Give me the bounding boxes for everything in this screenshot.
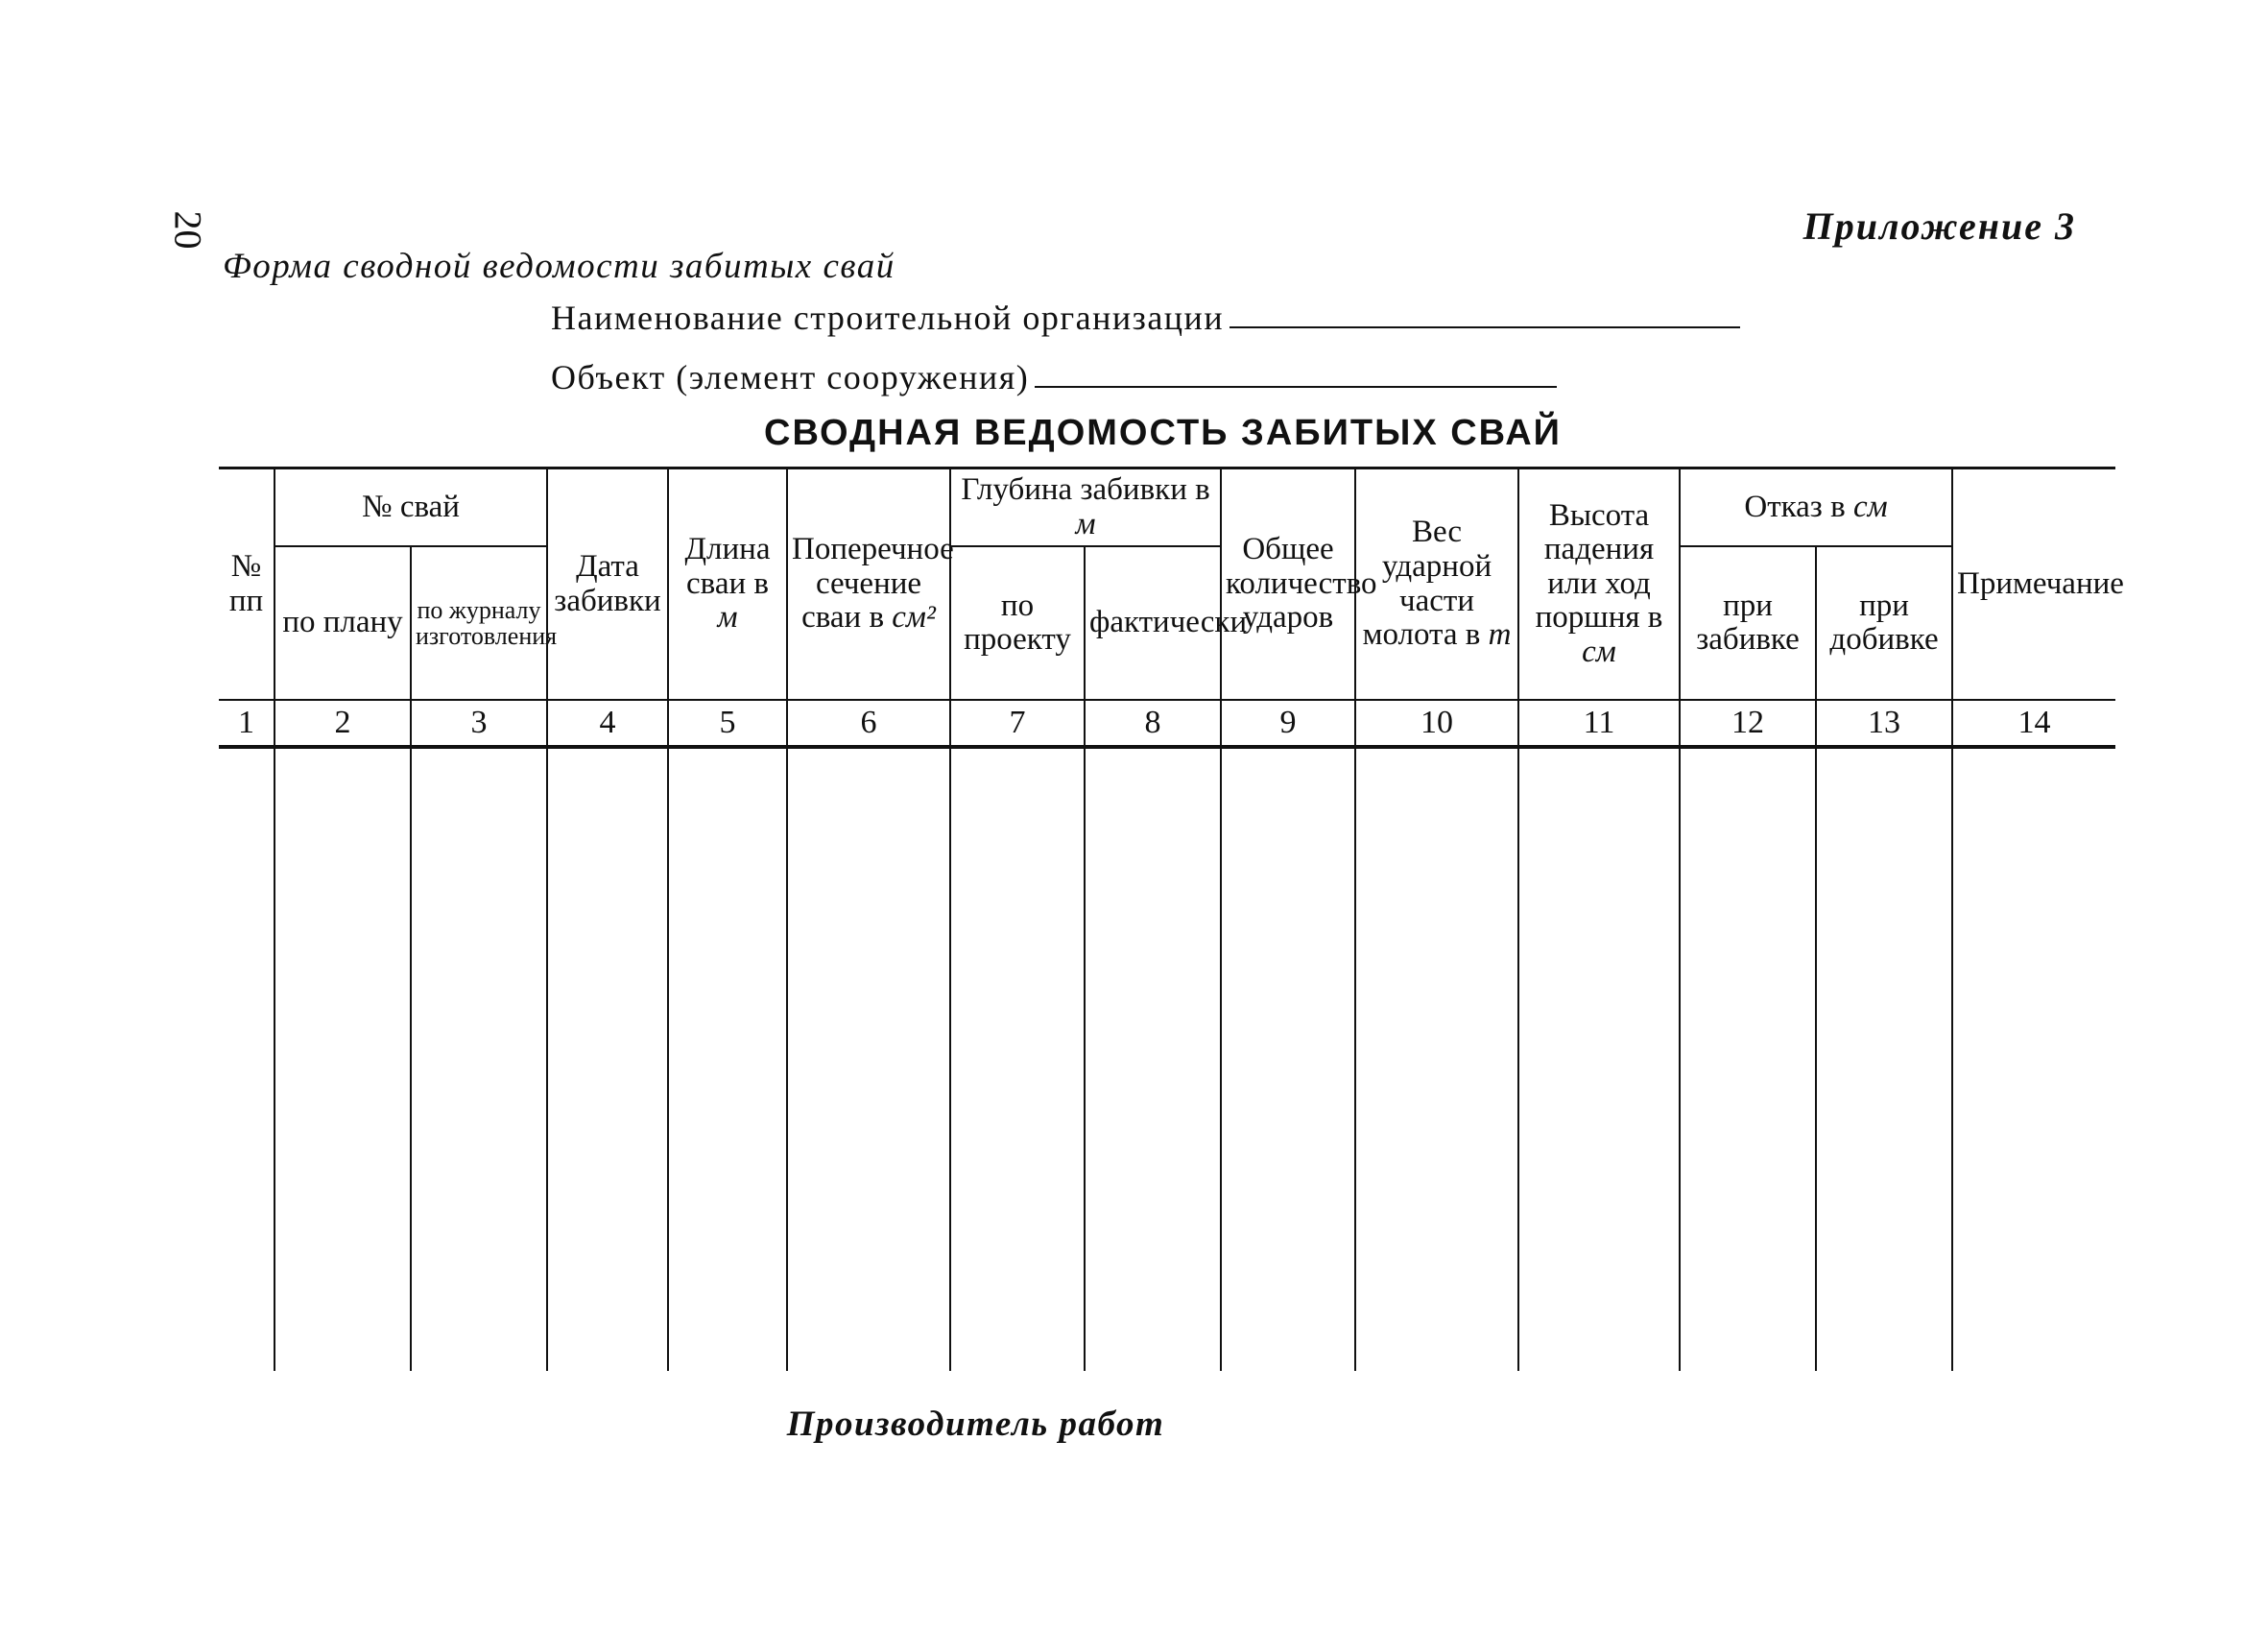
page-number: 20 [166, 210, 210, 250]
header-by-journal: по журналу изготовления [411, 546, 547, 700]
column-number: 4 [547, 700, 668, 747]
blank-cell[interactable] [219, 747, 275, 1371]
object-label: Объект (элемент сооружения) [551, 358, 1030, 396]
object-field [551, 357, 1557, 397]
column-number: 13 [1816, 700, 1952, 747]
organization-fill-line[interactable] [1229, 325, 1740, 328]
column-number: 2 [275, 700, 411, 747]
column-number: 7 [950, 700, 1085, 747]
hammer-weight-text: Вес ударной части молота в [1362, 515, 1492, 653]
column-number: 14 [1952, 700, 2115, 747]
column-number: 12 [1680, 700, 1816, 747]
column-number: 10 [1355, 700, 1518, 747]
header-by-plan: по плану [275, 546, 411, 700]
blank-cell[interactable] [1518, 747, 1680, 1371]
ledger-sheet [219, 467, 2124, 1371]
refusal-group-unit: см [1852, 489, 1888, 524]
organization-field [551, 298, 1740, 338]
drop-height-text: Высота падения или ход поршня в [1535, 497, 1663, 636]
header-refusal-driving: при забивке [1680, 546, 1816, 700]
pile-length-text: Длина сваи в [684, 532, 771, 601]
header-row-number: № пп [219, 468, 275, 701]
column-number-row [219, 700, 2115, 747]
header-pile-number-group: № свай [275, 468, 547, 547]
header-hammer-weight [1355, 468, 1518, 701]
drop-height-unit: см [1582, 635, 1616, 670]
header-note: Примечание [1952, 468, 2115, 701]
blank-cell[interactable] [668, 747, 787, 1371]
column-number: 11 [1518, 700, 1680, 747]
blank-entry-row [219, 747, 2115, 1371]
column-number: 5 [668, 700, 787, 747]
column-number: 1 [219, 700, 275, 747]
column-number: 8 [1085, 700, 1221, 747]
header-refusal-redriving: при добивке [1816, 546, 1952, 700]
header-total-blows: Общее количество ударов [1221, 468, 1355, 701]
object-fill-line[interactable] [1035, 385, 1557, 388]
blank-cell[interactable] [1085, 747, 1221, 1371]
header-depth-group [950, 468, 1221, 547]
blank-cell[interactable] [275, 747, 411, 1371]
hammer-weight-unit: т [1488, 617, 1512, 653]
column-number: 9 [1221, 700, 1355, 747]
header-depth-design: по проекту [950, 546, 1085, 700]
organization-label: Наименование строительной организации [551, 299, 1225, 337]
depth-group-unit: м [1075, 506, 1096, 541]
header-depth-actual: фактически [1085, 546, 1221, 700]
blank-cell[interactable] [1816, 747, 1952, 1371]
header-drop-height [1518, 468, 1680, 701]
blank-cell[interactable] [1221, 747, 1355, 1371]
blank-cell[interactable] [411, 747, 547, 1371]
column-number: 3 [411, 700, 547, 747]
depth-group-text: Глубина забивки в [961, 472, 1210, 507]
blank-cell[interactable] [547, 747, 668, 1371]
blank-cell[interactable] [950, 747, 1085, 1371]
refusal-group-text: Отказ в [1744, 489, 1846, 524]
blank-cell[interactable] [787, 747, 950, 1371]
signature-label: Производитель работ [786, 1405, 1165, 1444]
header-refusal-group [1680, 468, 1952, 547]
form-title: Форма сводной ведомости забитых свай [223, 247, 895, 286]
table-title: СВОДНАЯ ВЕДОМОСТЬ ЗАБИТЫХ СВАЙ [764, 413, 1562, 453]
blank-cell[interactable] [1680, 747, 1816, 1371]
cross-section-text: Поперечное сечение сваи в [792, 532, 954, 636]
blank-cell[interactable] [1355, 747, 1518, 1371]
header-cross-section [787, 468, 954, 701]
column-number: 6 [787, 700, 950, 747]
appendix-label: Приложение 3 [1802, 204, 2076, 248]
pile-ledger-table [219, 467, 2124, 1371]
cross-section-unit: см² [892, 600, 936, 636]
header-driving-date: Дата забивки [547, 468, 668, 701]
blank-cell[interactable] [1952, 747, 2115, 1371]
header-pile-length [668, 468, 787, 701]
pile-length-unit: м [717, 600, 738, 636]
